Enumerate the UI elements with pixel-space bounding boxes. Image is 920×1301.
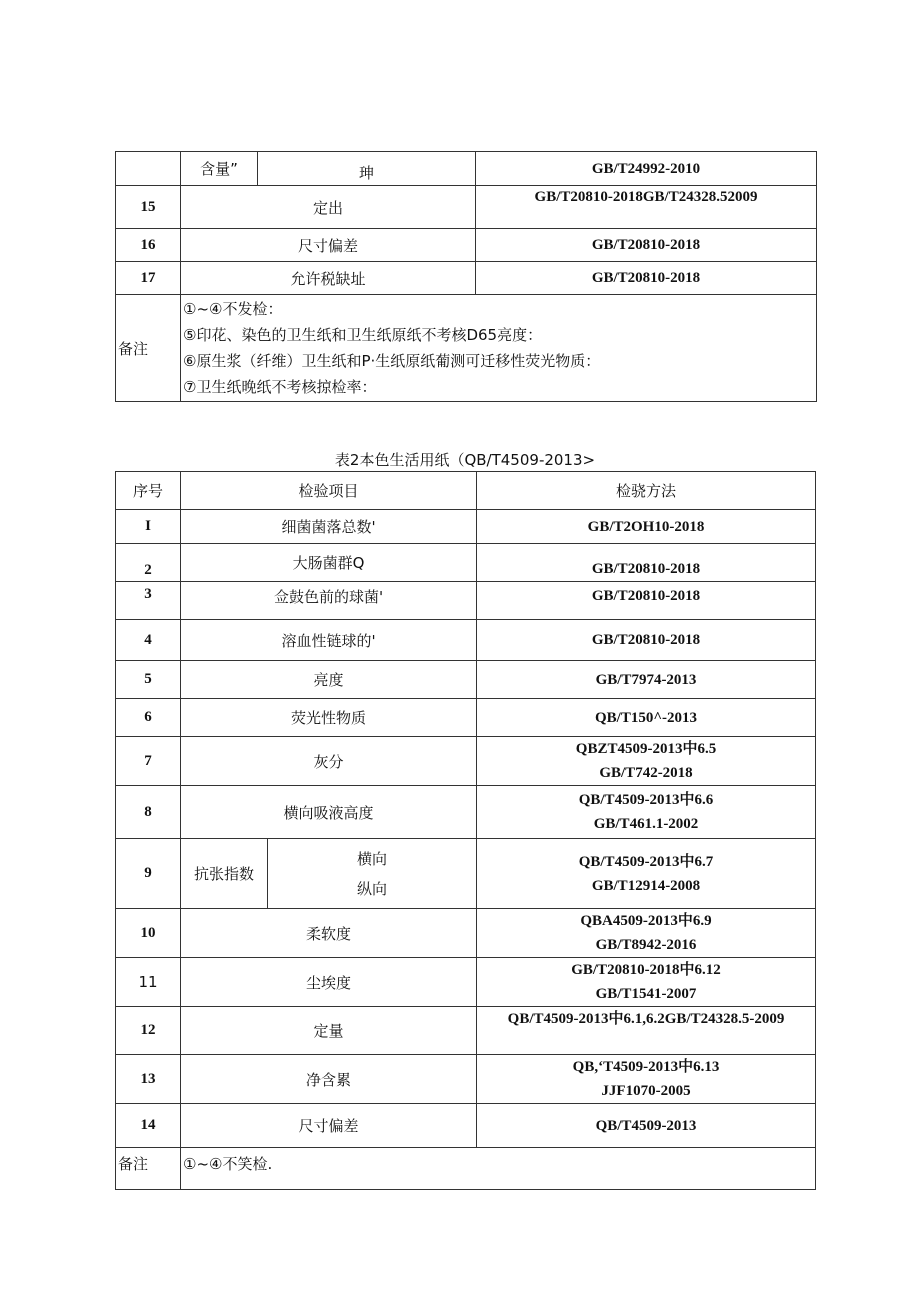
item-cell: 佥鼓色前的球菌'	[181, 582, 477, 620]
table-row	[116, 958, 816, 1007]
row-index: 4	[116, 620, 181, 661]
item-cell	[181, 186, 476, 229]
item-sub-label: 珅	[358, 164, 374, 182]
remark-line: ①~④不发检：	[183, 300, 283, 318]
table-row	[116, 544, 816, 582]
method-text: QB/T4509-2013中6.1,6.2GB/T24328.5-2009	[507, 1011, 785, 1027]
remarks-cell	[181, 295, 817, 402]
table-row	[116, 229, 817, 262]
table-row	[116, 699, 816, 737]
item-cell: 荧光性物质	[181, 699, 477, 737]
row-index: 7	[116, 737, 181, 786]
item-cell: 抗张指数	[181, 839, 268, 909]
method-cell	[477, 544, 816, 582]
item-sub-cell	[268, 839, 477, 909]
row-index: 5	[116, 661, 181, 699]
sub-item-label: 横向	[357, 849, 388, 868]
item-label: 定出	[312, 198, 343, 217]
method-text: QB/T4509-2013中6.7	[578, 853, 714, 870]
method-text: GB/T742-2018	[599, 765, 693, 781]
table-row	[116, 620, 816, 661]
item-cell: 柔软度	[181, 909, 477, 958]
remarks-row	[116, 1148, 816, 1190]
method-text: GB/T20810-2018GB/T24328.52009	[534, 189, 758, 205]
item-cell: 横向吸液高度	[181, 786, 477, 839]
row-index: 13	[116, 1055, 181, 1104]
item-cell	[181, 152, 258, 186]
method-cell	[477, 510, 816, 544]
method-text: QB,‘T4509-2013中6.13	[572, 1059, 720, 1075]
table-row	[116, 152, 817, 186]
method-text: QB/T4509-2013	[595, 1117, 697, 1134]
row-index: 9	[116, 839, 181, 909]
remark-line: ⑦卫生纸晚纸不考核掠检率：	[183, 378, 377, 396]
remark-line: ①~④不笑检.	[183, 1155, 273, 1173]
sub-item-label: 纵向	[357, 879, 388, 898]
method-cell	[476, 262, 817, 295]
row-index: I	[116, 510, 181, 544]
row-index: 15	[116, 186, 181, 229]
method-text: GB/T2OH10-2018	[587, 518, 705, 535]
table-row	[116, 262, 817, 295]
row-index: 17	[116, 262, 181, 295]
method-text: GB/T20810-2018	[591, 237, 701, 253]
table-row	[116, 786, 816, 839]
method-cell	[477, 661, 816, 699]
method-text: GB/T20810-2018	[591, 561, 701, 577]
table-row	[116, 1007, 816, 1055]
item-label: 尺寸偏差	[297, 236, 358, 255]
method-text: GB/T8942-2016	[595, 937, 697, 953]
method-cell	[477, 1007, 816, 1055]
item-cell: 尺寸偏差	[181, 1104, 477, 1148]
table-row	[116, 1104, 816, 1148]
row-index: 14	[116, 1104, 181, 1148]
header-method: 检骁方法	[477, 472, 816, 510]
remarks-row	[116, 295, 817, 402]
item-cell: 灰分	[181, 737, 477, 786]
method-text: GB/T20810-2018	[591, 632, 701, 648]
method-text: GB/T20810-2018	[591, 588, 701, 604]
row-index	[116, 152, 181, 186]
table-row	[116, 737, 816, 786]
item-label: 含量”	[200, 160, 238, 178]
method-text: GB/T20810-2018	[591, 270, 701, 286]
method-cell	[477, 582, 816, 620]
header-index: 序号	[116, 472, 181, 510]
row-index: 8	[116, 786, 181, 839]
table-row	[116, 510, 816, 544]
item-cell: 净含累	[181, 1055, 477, 1104]
table-row	[116, 839, 816, 909]
remarks-label: 备注	[116, 1148, 181, 1190]
row-index: 12	[116, 1007, 181, 1055]
table-row	[116, 1055, 816, 1104]
item-cell	[181, 229, 476, 262]
method-cell	[477, 839, 816, 909]
row-index: 2	[116, 544, 181, 582]
row-index: 10	[116, 909, 181, 958]
method-cell	[476, 152, 817, 186]
item-cell: 亮度	[181, 661, 477, 699]
method-text: GB/T24992-2010	[591, 160, 701, 177]
method-cell	[477, 909, 816, 958]
table-2-caption: 表2本色生活用纸（QB/T4509-2013>	[334, 451, 596, 469]
item-label: 允许税缺址	[290, 269, 366, 288]
item-cell: 定量	[181, 1007, 477, 1055]
method-cell	[477, 737, 816, 786]
method-cell	[477, 1055, 816, 1104]
item-cell	[181, 262, 476, 295]
method-cell	[477, 1104, 816, 1148]
row-index: 16	[116, 229, 181, 262]
method-text: GB/T1541-2007	[595, 986, 697, 1002]
table-1	[115, 151, 817, 402]
method-text: QBA4509-2013中6.9	[580, 913, 712, 929]
table-row	[116, 582, 816, 620]
item-cell: 溶血性链球的'	[181, 620, 477, 661]
table-row	[116, 186, 817, 229]
row-index: 11	[116, 958, 181, 1007]
method-cell	[477, 786, 816, 839]
item-cell: 细菌菌落总数'	[181, 510, 477, 544]
remarks-label: 备注	[116, 295, 181, 402]
method-cell	[476, 186, 817, 229]
header-item: 检验项目	[181, 472, 477, 510]
remark-line: ⑤印花、染色的卫生纸和卫生纸原纸不考核D65亮度：	[183, 326, 543, 344]
method-text: QB/T4509-2013中6.6	[578, 792, 714, 808]
method-cell	[477, 699, 816, 737]
method-text: GB/T7974-2013	[595, 671, 697, 688]
item-sub-cell	[258, 152, 476, 186]
method-text: JJF1070-2005	[601, 1083, 691, 1099]
method-cell	[477, 958, 816, 1007]
method-text: GB/T461.1-2002	[593, 816, 699, 832]
item-cell: 尘埃度	[181, 958, 477, 1007]
method-cell	[477, 620, 816, 661]
row-index: 6	[116, 699, 181, 737]
table-row	[116, 909, 816, 958]
item-cell: 大肠菌群Q	[181, 544, 477, 582]
method-text: GB/T12914-2008	[591, 877, 701, 894]
table-2	[115, 471, 816, 1190]
row-index: 3	[116, 582, 181, 620]
method-text: GB/T20810-2018中6.12	[571, 962, 721, 978]
remarks-cell	[181, 1148, 816, 1190]
method-text: QBZT4509-2013中6.5	[575, 741, 717, 757]
method-text: QB/T150^-2013	[594, 709, 698, 726]
table-row	[116, 661, 816, 699]
table-header-row	[116, 472, 816, 510]
remark-line: ⑥原生浆（纤维）卫生纸和P·生纸原纸葡测可迁移性荧光物质：	[183, 352, 601, 370]
method-cell	[476, 229, 817, 262]
